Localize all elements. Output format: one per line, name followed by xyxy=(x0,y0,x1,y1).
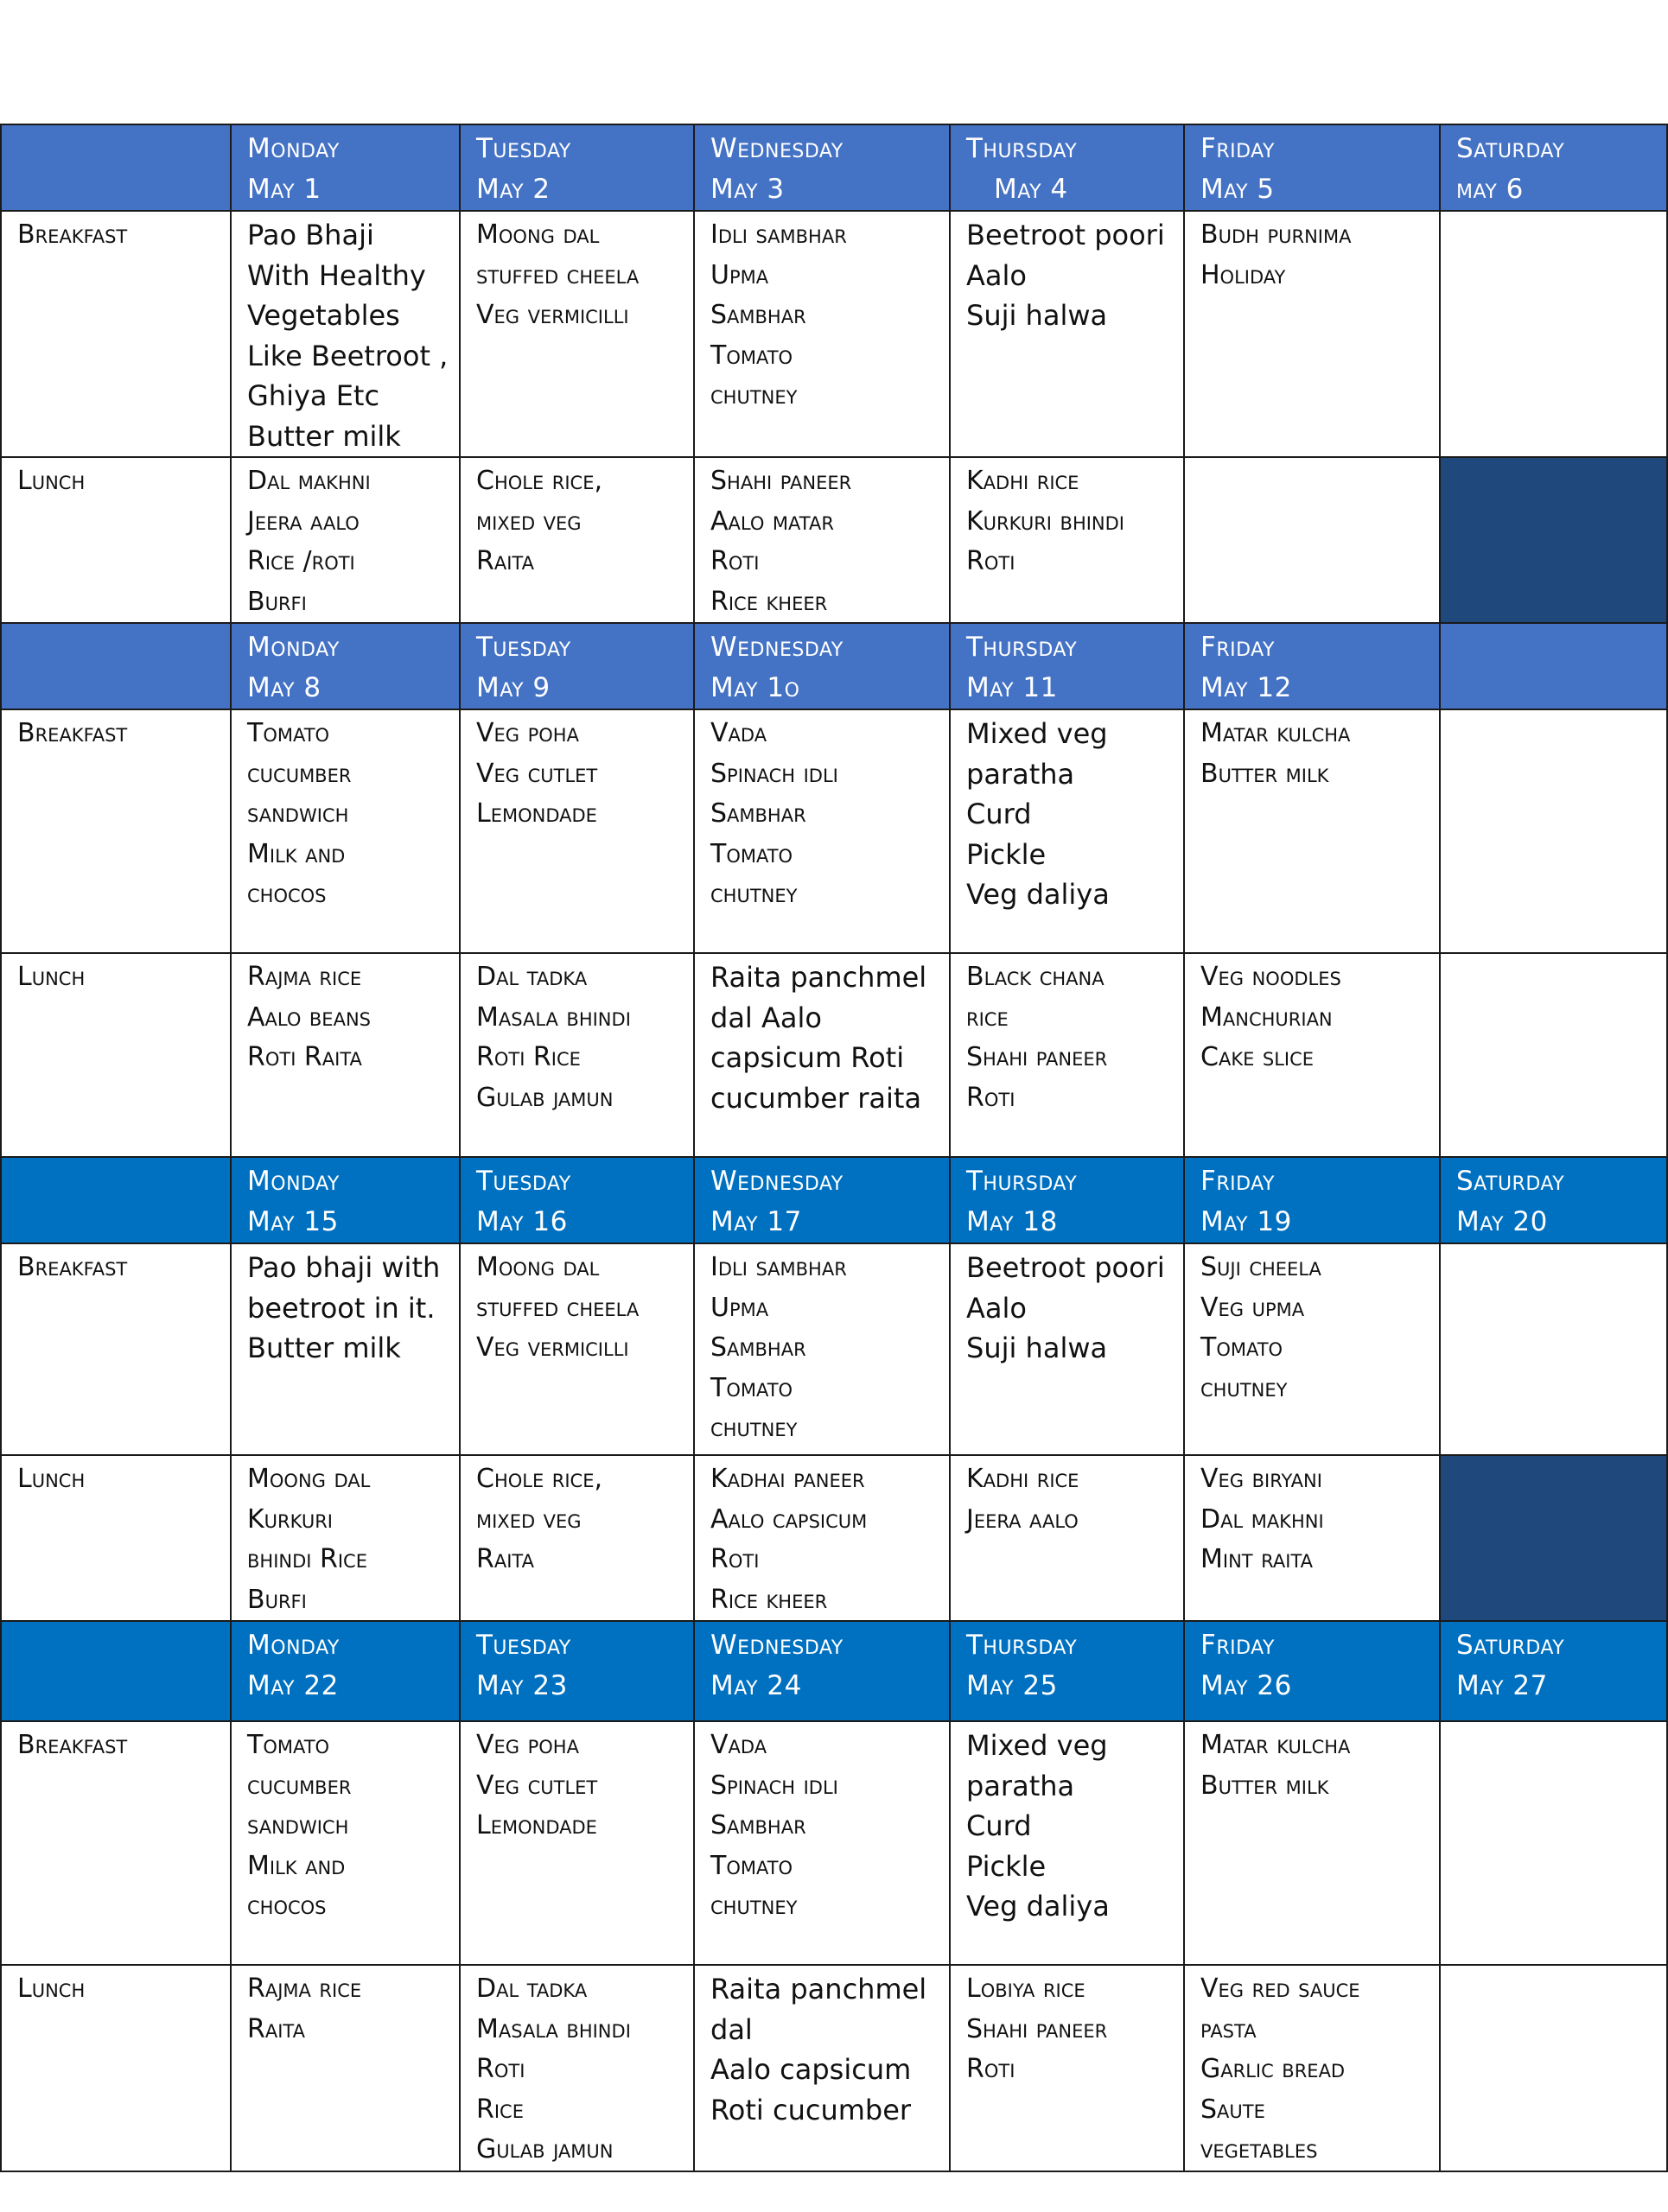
day-date: May 24 xyxy=(710,1669,802,1701)
menu-item-line: stuffed cheela xyxy=(476,1292,640,1323)
menu-item-line: Moong dal xyxy=(247,1464,371,1494)
breakfast-cell-friday xyxy=(1184,709,1440,953)
breakfast-cell-monday xyxy=(231,1721,460,1965)
menu-item-line: Curd xyxy=(966,1809,1032,1842)
menu-item-line: Pao Bhaji xyxy=(247,219,374,251)
breakfast-cell-wednesday xyxy=(694,1721,950,1965)
menu-item-line: Roti Rice xyxy=(476,1042,581,1072)
menu-item-line: Tomato xyxy=(710,838,793,869)
day-name: Thursday xyxy=(966,632,1078,663)
menu-item-line: Tomato xyxy=(710,1372,793,1403)
menu-item-line: Holiday xyxy=(1200,259,1286,290)
breakfast-cell-thursday xyxy=(950,1721,1184,1965)
menu-item-line: Raita panchmel xyxy=(710,1973,927,2005)
header-corner-cell xyxy=(1,1157,231,1243)
day-header-tuesday xyxy=(460,124,694,211)
menu-item-line: Spinach idli xyxy=(710,1770,838,1801)
menu-item-line: Black chana xyxy=(966,962,1105,992)
day-name: Wednesday xyxy=(710,1166,844,1197)
day-header-friday xyxy=(1184,124,1440,211)
day-header-saturday xyxy=(1440,623,1667,709)
lunch-cell-thursday xyxy=(950,953,1184,1157)
breakfast-cell-thursday xyxy=(950,211,1184,457)
lunch-cell-friday xyxy=(1184,1455,1440,1621)
menu-item-line: Roti cucumber xyxy=(710,2093,912,2126)
day-header-friday xyxy=(1184,1621,1440,1721)
menu-item-line: Kadhi rice xyxy=(966,1464,1079,1494)
menu-item-line: Aalo matar xyxy=(710,505,834,537)
header-corner-cell xyxy=(1,623,231,709)
day-date: May 12 xyxy=(1200,671,1292,703)
menu-item-line: Vada xyxy=(710,718,767,748)
header-corner-cell xyxy=(1,124,231,211)
menu-item-line: Tomato xyxy=(1200,1332,1283,1363)
breakfast-cell-tuesday xyxy=(460,1243,694,1455)
day-date: May 1 xyxy=(247,173,322,205)
menu-item-line: Sambhar xyxy=(710,1810,806,1840)
day-name: Monday xyxy=(247,133,340,164)
menu-item-line: Rice kheer xyxy=(710,1584,828,1615)
menu-item-line: dal xyxy=(710,2012,753,2046)
lunch-cell-wednesday xyxy=(694,1455,950,1621)
menu-item-line: Dal tadka xyxy=(476,962,588,992)
breakfast-cell-tuesday xyxy=(460,211,694,457)
menu-item-line: Kadhi rice xyxy=(966,466,1079,496)
menu-item-line: rice xyxy=(966,1001,1009,1033)
menu-item-line: Kurkuri xyxy=(247,1503,333,1535)
day-date: May 1o xyxy=(710,671,800,703)
day-date: May 5 xyxy=(1200,173,1275,205)
menu-item-line: Vada xyxy=(710,1730,767,1760)
menu-item-line: Lemondade xyxy=(476,1810,597,1840)
day-date: May 4 xyxy=(994,173,1068,205)
menu-item-line: pasta xyxy=(1200,2013,1257,2044)
lunch-cell-saturday xyxy=(1440,953,1667,1157)
menu-item-line: Butter milk xyxy=(1200,758,1329,789)
lunch-cell-tuesday xyxy=(460,1965,694,2171)
menu-item-line: Ghiya Etc xyxy=(247,379,380,412)
day-header-saturday xyxy=(1440,1621,1667,1721)
breakfast-cell-saturday xyxy=(1440,709,1667,953)
day-name: Saturday xyxy=(1456,1166,1565,1197)
lunch-cell-friday xyxy=(1184,1965,1440,2171)
lunch-row xyxy=(1,953,1667,1157)
lunch-row xyxy=(1,457,1667,623)
menu-item-line: Kadhai paneer xyxy=(710,1464,865,1494)
menu-item-line: paratha xyxy=(966,1769,1075,1802)
day-header-saturday xyxy=(1440,124,1667,211)
breakfast-cell-saturday xyxy=(1440,211,1667,457)
menu-item-line: Like Beetroot , xyxy=(247,339,449,372)
breakfast-row xyxy=(1,709,1667,953)
day-header-thursday xyxy=(950,1157,1184,1243)
menu-item-line: Raita panchmel xyxy=(710,961,927,994)
menu-item-line: vegetables xyxy=(1200,2134,1318,2164)
menu-item-line: chutney xyxy=(710,1891,798,1921)
breakfast-label: Breakfast xyxy=(1,1243,231,1455)
menu-item-line: Veg cutlet xyxy=(476,1770,598,1801)
breakfast-cell-saturday xyxy=(1440,1721,1667,1965)
lunch-cell-friday xyxy=(1184,457,1440,623)
menu-item-line: Veg vermicilli xyxy=(476,300,629,330)
menu-item-line: Beetroot poori xyxy=(966,1251,1165,1284)
menu-item-line: Veg daliya xyxy=(966,878,1110,911)
menu-item-line: Tomato xyxy=(247,718,330,748)
day-header-wednesday xyxy=(694,1157,950,1243)
menu-item-line: Rajma rice xyxy=(247,1974,362,2004)
menu-item-line: Butter milk xyxy=(1200,1770,1329,1801)
breakfast-row xyxy=(1,1721,1667,1965)
week-header-row xyxy=(1,1621,1667,1721)
day-date: May 18 xyxy=(966,1205,1058,1237)
menu-item-line: Veg upma xyxy=(1200,1292,1305,1323)
menu-item-line: Veg cutlet xyxy=(476,758,598,789)
lunch-cell-wednesday xyxy=(694,457,950,623)
menu-item-line: Matar kulcha xyxy=(1200,1730,1351,1760)
day-name: Friday xyxy=(1200,1630,1275,1661)
day-header-tuesday xyxy=(460,1621,694,1721)
breakfast-row xyxy=(1,1243,1667,1455)
day-name: Tuesday xyxy=(476,133,571,164)
menu-item-line: Aalo beans xyxy=(247,1001,371,1033)
menu-item-line: With Healthy xyxy=(247,258,426,292)
day-name: Tuesday xyxy=(476,1630,571,1661)
menu-item-line: Aalo xyxy=(966,258,1027,292)
menu-body xyxy=(1,124,1667,2171)
menu-item-line: Sambhar xyxy=(710,300,806,330)
menu-item-line: Jeera aalo xyxy=(247,505,360,537)
menu-item-line: cucumber xyxy=(247,758,352,789)
menu-item-line: paratha xyxy=(966,757,1075,791)
menu-item-line: chutney xyxy=(710,879,798,909)
menu-item-line: Veg daliya xyxy=(966,1890,1110,1923)
menu-item-line: Kurkuri bhindi xyxy=(966,505,1124,537)
menu-item-line: Pickle xyxy=(966,1849,1047,1883)
breakfast-cell-thursday xyxy=(950,1243,1184,1455)
menu-item-line: Pao bhaji with xyxy=(247,1251,441,1284)
day-date: May 27 xyxy=(1456,1669,1548,1701)
breakfast-cell-monday xyxy=(231,1243,460,1455)
menu-item-line: Roti xyxy=(710,1544,760,1574)
breakfast-row xyxy=(1,211,1667,457)
menu-item-line: Veg noodles xyxy=(1200,962,1341,992)
day-name: Saturday xyxy=(1456,133,1565,164)
menu-item-line: Veg red sauce xyxy=(1200,1974,1360,2004)
menu-item-line: Milk and xyxy=(247,1850,346,1881)
day-name: Monday xyxy=(247,1630,340,1661)
breakfast-cell-friday xyxy=(1184,211,1440,457)
lunch-cell-wednesday xyxy=(694,953,950,1157)
breakfast-label: Breakfast xyxy=(1,1721,231,1965)
day-date: May 8 xyxy=(247,671,322,703)
week-header-row xyxy=(1,124,1667,211)
menu-item-line: chocos xyxy=(247,879,327,909)
lunch-cell-tuesday xyxy=(460,457,694,623)
menu-item-line: Rice kheer xyxy=(710,586,828,617)
menu-item-line: Dal makhni xyxy=(247,466,371,496)
menu-item-line: Tomato xyxy=(710,1850,793,1881)
day-date: May 23 xyxy=(476,1669,568,1701)
menu-item-line: Mixed veg xyxy=(966,717,1108,750)
menu-item-line: chutney xyxy=(1200,1372,1288,1403)
menu-item-line: Suji cheela xyxy=(1200,1252,1321,1282)
menu-item-line: Veg poha xyxy=(476,1730,579,1760)
day-date: May 2 xyxy=(476,173,551,205)
lunch-row xyxy=(1,1965,1667,2171)
menu-item-line: Gulab jamun xyxy=(476,1082,614,1113)
lunch-cell-thursday xyxy=(950,1965,1184,2171)
day-date: May 3 xyxy=(710,173,785,205)
menu-item-line: stuffed cheela xyxy=(476,259,640,290)
lunch-cell-friday xyxy=(1184,953,1440,1157)
menu-item-line: Mixed veg xyxy=(966,1729,1108,1762)
day-date: May 16 xyxy=(476,1205,568,1237)
lunch-cell-thursday xyxy=(950,1455,1184,1621)
menu-item-line: Aalo capsicum xyxy=(710,1503,868,1535)
day-name: Friday xyxy=(1200,1166,1275,1197)
menu-item-line: Roti xyxy=(966,1082,1015,1113)
lunch-label: Lunch xyxy=(1,1965,231,2171)
day-name: Thursday xyxy=(966,1166,1078,1197)
menu-item-line: Vegetables xyxy=(247,299,400,332)
menu-item-line: Raita xyxy=(247,2013,305,2044)
menu-item-line: Rice xyxy=(476,2094,524,2125)
menu-item-line: Chole rice, xyxy=(476,466,603,496)
lunch-cell-monday xyxy=(231,457,460,623)
day-name: Saturday xyxy=(1456,1630,1565,1661)
day-date: May 15 xyxy=(247,1205,339,1237)
day-header-wednesday xyxy=(694,623,950,709)
menu-item-line: Masala bhindi xyxy=(476,1001,631,1033)
breakfast-cell-saturday xyxy=(1440,1243,1667,1455)
menu-item-line: Moong dal xyxy=(476,1252,600,1282)
menu-item-line: Shahi paneer xyxy=(966,1042,1108,1072)
menu-item-line: Garlic bread xyxy=(1200,2054,1346,2084)
lunch-cell-saturday-shaded xyxy=(1440,1455,1667,1621)
breakfast-label: Breakfast xyxy=(1,211,231,457)
day-header-tuesday xyxy=(460,623,694,709)
day-header-monday xyxy=(231,124,460,211)
day-date: May 17 xyxy=(710,1205,802,1237)
menu-item-line: Cake slice xyxy=(1200,1042,1315,1072)
lunch-cell-saturday-shaded xyxy=(1440,457,1667,623)
menu-item-line: Tomato xyxy=(247,1730,330,1760)
breakfast-cell-tuesday xyxy=(460,709,694,953)
menu-item-line: sandwich xyxy=(247,798,349,829)
menu-item-line: Moong dal xyxy=(476,219,600,250)
menu-item-line: Burfi xyxy=(247,1584,307,1615)
day-name: Wednesday xyxy=(710,133,844,164)
menu-item-line: Milk and xyxy=(247,838,346,869)
menu-item-line: Upma xyxy=(710,1292,769,1323)
breakfast-label: Breakfast xyxy=(1,709,231,953)
menu-item-line: Idli sambhar xyxy=(710,219,847,250)
menu-item-line: Aalo xyxy=(966,1291,1027,1325)
lunch-label: Lunch xyxy=(1,1455,231,1621)
menu-item-line: Aalo capsicum xyxy=(710,2053,912,2086)
lunch-cell-tuesday xyxy=(460,953,694,1157)
menu-item-line: Gulab jamun xyxy=(476,2134,614,2164)
menu-item-line: Upma xyxy=(710,259,769,290)
menu-item-line: Rajma rice xyxy=(247,962,362,992)
menu-item-line: mixed veg xyxy=(476,505,582,537)
breakfast-cell-wednesday xyxy=(694,1243,950,1455)
menu-item-line: Raita xyxy=(476,1544,534,1574)
day-header-monday xyxy=(231,623,460,709)
lunch-label: Lunch xyxy=(1,457,231,623)
menu-item-line: sandwich xyxy=(247,1810,349,1840)
day-date: May 22 xyxy=(247,1669,339,1701)
menu-item-line: Mint raita xyxy=(1200,1544,1314,1574)
menu-item-line: Roti xyxy=(710,546,760,576)
day-header-thursday xyxy=(950,124,1184,211)
menu-item-line: Veg biryani xyxy=(1200,1464,1322,1494)
day-header-friday xyxy=(1184,623,1440,709)
menu-item-line: Burfi xyxy=(247,586,307,617)
day-header-friday xyxy=(1184,1157,1440,1243)
menu-item-line: chutney xyxy=(710,1413,798,1443)
day-date: May 9 xyxy=(476,671,551,703)
menu-item-line: Manchurian xyxy=(1200,1001,1333,1033)
menu-item-line: Jeera aalo xyxy=(966,1503,1079,1535)
week-header-row xyxy=(1,623,1667,709)
week-header-row xyxy=(1,1157,1667,1243)
menu-item-line: Roti Raita xyxy=(247,1042,362,1072)
menu-item-line: bhindi Rice xyxy=(247,1544,367,1574)
menu-item-line: Lemondade xyxy=(476,798,597,829)
menu-item-line: Pickle xyxy=(966,837,1047,871)
menu-item-line: Beetroot poori xyxy=(966,219,1165,251)
menu-item-line: Chole rice, xyxy=(476,1464,603,1494)
breakfast-cell-friday xyxy=(1184,1721,1440,1965)
day-header-wednesday xyxy=(694,1621,950,1721)
day-name: Tuesday xyxy=(476,632,571,663)
menu-item-line: Sambhar xyxy=(710,1332,806,1363)
menu-item-line: cucumber raita xyxy=(710,1081,922,1115)
day-name: Thursday xyxy=(966,1630,1078,1661)
day-name: Friday xyxy=(1200,632,1275,663)
lunch-cell-saturday xyxy=(1440,1965,1667,2171)
menu-item-line: cucumber xyxy=(247,1770,352,1801)
menu-item-line: Lobiya rice xyxy=(966,1974,1085,2004)
lunch-cell-tuesday xyxy=(460,1455,694,1621)
menu-item-line: Rice /roti xyxy=(247,546,355,576)
breakfast-cell-monday xyxy=(231,709,460,953)
menu-item-line: Matar kulcha xyxy=(1200,718,1351,748)
day-header-thursday xyxy=(950,1621,1184,1721)
lunch-cell-wednesday xyxy=(694,1965,950,2171)
menu-item-line: Spinach idli xyxy=(710,758,838,789)
menu-item-line: beetroot in it. xyxy=(247,1291,436,1325)
menu-item-line: Shahi paneer xyxy=(966,2013,1108,2044)
day-name: Wednesday xyxy=(710,632,844,663)
lunch-cell-monday xyxy=(231,1455,460,1621)
menu-item-line: Butter milk xyxy=(247,1332,401,1364)
day-header-thursday xyxy=(950,623,1184,709)
lunch-label: Lunch xyxy=(1,953,231,1157)
menu-item-line: Tomato xyxy=(710,340,793,371)
day-header-wednesday xyxy=(694,124,950,211)
menu-item-line: capsicum Roti xyxy=(710,1041,905,1074)
day-name: Monday xyxy=(247,1166,340,1197)
menu-item-line: Dal makhni xyxy=(1200,1503,1324,1535)
day-name: Tuesday xyxy=(476,1166,571,1197)
day-date: May 19 xyxy=(1200,1205,1292,1237)
day-date: May 26 xyxy=(1200,1669,1292,1701)
menu-item-line: Shahi paneer xyxy=(710,466,852,496)
day-header-saturday xyxy=(1440,1157,1667,1243)
lunch-row xyxy=(1,1455,1667,1621)
menu-item-line: Raita xyxy=(476,546,534,576)
lunch-cell-monday xyxy=(231,953,460,1157)
menu-table xyxy=(0,124,1668,2172)
day-name: Friday xyxy=(1200,133,1275,164)
menu-item-line: Roti xyxy=(966,2054,1015,2084)
menu-item-line: Butter milk xyxy=(247,419,401,453)
menu-item-line: Veg vermicilli xyxy=(476,1332,629,1363)
day-header-monday xyxy=(231,1621,460,1721)
breakfast-cell-wednesday xyxy=(694,709,950,953)
menu-item-line: Budh purnima xyxy=(1200,219,1352,250)
lunch-cell-monday xyxy=(231,1965,460,2171)
day-date: May 20 xyxy=(1456,1205,1548,1237)
menu-item-line: Veg poha xyxy=(476,718,579,748)
breakfast-cell-friday xyxy=(1184,1243,1440,1455)
header-corner-cell xyxy=(1,1621,231,1721)
day-name: Thursday xyxy=(966,133,1078,164)
menu-item-line: Dal tadka xyxy=(476,1974,588,2004)
menu-item-line: Idli sambhar xyxy=(710,1252,847,1282)
menu-item-line: Suji halwa xyxy=(966,1332,1108,1364)
menu-item-line: chocos xyxy=(247,1891,327,1921)
menu-item-line: Roti xyxy=(476,2054,525,2084)
day-date: May 25 xyxy=(966,1669,1058,1701)
menu-item-line: Suji halwa xyxy=(966,299,1108,332)
lunch-cell-thursday xyxy=(950,457,1184,623)
breakfast-cell-thursday xyxy=(950,709,1184,953)
menu-item-line: Masala bhindi xyxy=(476,2013,631,2044)
day-header-tuesday xyxy=(460,1157,694,1243)
breakfast-cell-wednesday xyxy=(694,211,950,457)
menu-item-line: mixed veg xyxy=(476,1503,582,1535)
day-name: Wednesday xyxy=(710,1630,844,1661)
menu-item-line: Sambhar xyxy=(710,798,806,829)
menu-item-line: dal Aalo xyxy=(710,1001,822,1034)
menu-item-line: Roti xyxy=(966,546,1015,576)
breakfast-cell-monday xyxy=(231,211,460,457)
menu-item-line: chutney xyxy=(710,380,798,410)
breakfast-cell-tuesday xyxy=(460,1721,694,1965)
day-header-monday xyxy=(231,1157,460,1243)
menu-item-line: Saute xyxy=(1200,2094,1265,2125)
day-date: May 11 xyxy=(966,671,1058,703)
menu-item-line: Curd xyxy=(966,798,1032,830)
day-name: Monday xyxy=(247,632,340,663)
day-date: may 6 xyxy=(1456,173,1524,205)
